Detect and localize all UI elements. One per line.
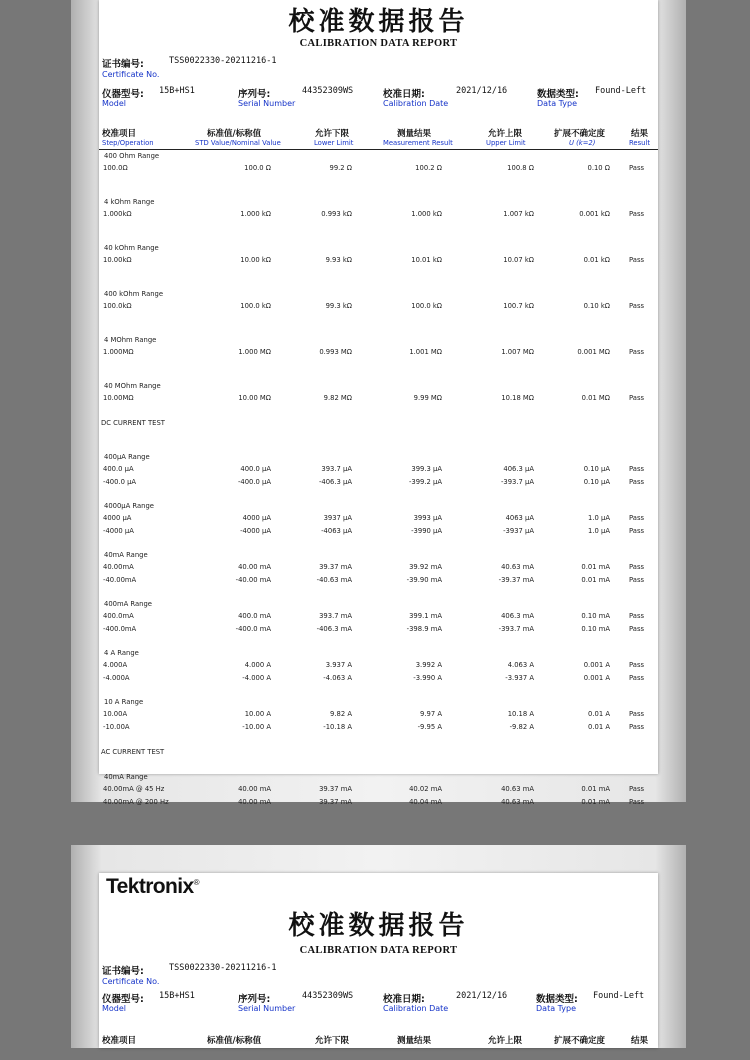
table-row [99, 672, 658, 685]
row-spacer [99, 636, 658, 647]
table-row [99, 525, 658, 538]
report-page-2-frame [71, 845, 686, 1048]
serial-label: 序列号: [238, 89, 271, 100]
uncertainty-cell: 0.10 mA [581, 625, 610, 633]
section-heading [99, 417, 658, 430]
uncertainty-cell: 0.10 μA [583, 478, 610, 486]
std-value-cell: 100.0 kΩ [240, 302, 271, 310]
std-value-cell: 40.00 mA [238, 785, 271, 793]
lower-limit-cell: -4.063 A [323, 674, 352, 682]
result-cell: Pass [629, 710, 645, 718]
lower-limit-cell: -406.3 mA [316, 625, 352, 633]
logo-registered-mark: ® [193, 878, 199, 887]
row-spacer [99, 489, 658, 500]
step-cell: 10.00A [103, 710, 128, 718]
uncertainty-cell: 0.01 mA [581, 798, 610, 806]
serial-label-en: Serial Number [238, 99, 296, 108]
lower-limit-cell: -10.18 A [323, 723, 352, 731]
row-spacer [99, 734, 658, 746]
upper-limit-cell: 1.007 kΩ [503, 210, 534, 218]
measurement-cell: 40.04 mA [409, 798, 442, 806]
uncertainty-cell: 0.01 mA [581, 576, 610, 584]
uncertainty-cell: 0.10 mA [581, 612, 610, 620]
range-heading [99, 150, 658, 162]
table-row [99, 300, 658, 313]
row-spacer [99, 538, 658, 549]
range-label: 40 MOhm Range [104, 382, 161, 390]
lower-limit-cell: -4063 μA [321, 527, 352, 535]
section-label: AC CURRENT TEST [101, 748, 165, 756]
col-upper-en: Upper Limit [486, 139, 526, 147]
lower-limit-cell: 9.93 kΩ [325, 256, 352, 264]
uncertainty-cell: 0.01 mA [581, 785, 610, 793]
step-cell: 100.0kΩ [103, 302, 132, 310]
report-sheet [99, 0, 658, 806]
table-row [99, 561, 658, 574]
table-row [99, 346, 658, 359]
step-cell: 4.000A [103, 661, 128, 669]
measurement-cell: 1.001 MΩ [409, 348, 442, 356]
std-value-cell: 1.000 kΩ [240, 210, 271, 218]
report-page-1-frame [71, 0, 686, 806]
upper-limit-cell: 406.3 mA [501, 612, 534, 620]
lower-limit-cell: 39.37 mA [319, 563, 352, 571]
measurement-cell: 9.99 MΩ [413, 394, 442, 402]
col-meas-2: 测量结果 [397, 1036, 432, 1046]
table-row [99, 574, 658, 587]
table-row [99, 392, 658, 405]
measurement-cell: 3993 μA [413, 514, 442, 522]
col-step: 校准项目 [102, 129, 137, 139]
table-row [99, 254, 658, 267]
step-cell: 100.0Ω [103, 164, 128, 172]
type-label-en: Data Type [537, 99, 578, 108]
result-cell: Pass [629, 576, 645, 584]
table-row [99, 783, 658, 796]
range-heading [99, 771, 658, 783]
result-cell: Pass [629, 527, 645, 535]
type-label-2: 数据类型: [536, 994, 578, 1005]
uncertainty-cell: 0.001 MΩ [577, 348, 610, 356]
lower-limit-cell: -40.63 mA [316, 576, 352, 584]
uncertainty-cell: 0.01 A [588, 723, 610, 731]
row-spacer [99, 313, 658, 334]
step-cell: -400.0 μA [103, 478, 137, 486]
uncertainty-cell: 0.001 kΩ [579, 210, 610, 218]
step-cell: 400.0 μA [103, 465, 134, 473]
table-row [99, 708, 658, 721]
step-cell: 400.0mA [103, 612, 134, 620]
range-heading [99, 451, 658, 463]
lower-limit-cell: 0.993 MΩ [319, 348, 352, 356]
serial-label-en-2: Serial Number [238, 1004, 296, 1013]
uncertainty-cell: 0.01 mA [581, 563, 610, 571]
upper-limit-cell: 4063 μA [505, 514, 534, 522]
lower-limit-cell: 39.37 mA [319, 785, 352, 793]
measurement-cell: -9.95 A [417, 723, 442, 731]
uncertainty-cell: 0.10 Ω [587, 164, 610, 172]
measurement-cell: -3.990 A [413, 674, 442, 682]
result-cell: Pass [629, 785, 645, 793]
lower-limit-cell: 3.937 A [325, 661, 352, 669]
tektronix-logo [106, 875, 199, 899]
std-value-cell: 10.00 MΩ [238, 394, 271, 402]
result-cell: Pass [629, 612, 645, 620]
result-cell: Pass [629, 661, 645, 669]
lower-limit-cell: 393.7 mA [319, 612, 352, 620]
table-row [99, 721, 658, 734]
col-unc-2: 扩展不确定度 [554, 1036, 606, 1046]
row-spacer [99, 430, 658, 451]
table-row [99, 463, 658, 476]
cert-number-2: TSS0022330-20211216-1 [169, 963, 277, 973]
uncertainty-cell: 0.10 μA [583, 465, 610, 473]
std-value-cell: -10.00 A [242, 723, 271, 731]
measurement-cell: 9.97 A [420, 710, 442, 718]
std-value-cell: 10.00 A [244, 710, 271, 718]
range-label: 4 A Range [104, 649, 139, 657]
std-value-cell: -40.00 mA [235, 576, 271, 584]
type-value: Found-Left [595, 86, 647, 96]
lower-limit-cell: 0.993 kΩ [321, 210, 352, 218]
result-cell: Pass [629, 394, 645, 402]
uncertainty-cell: 0.01 MΩ [581, 394, 610, 402]
result-cell: Pass [629, 563, 645, 571]
col-result-2: 结果 [631, 1036, 649, 1046]
std-value-cell: 400.0 μA [240, 465, 271, 473]
report-title-en: CALIBRATION DATA REPORT [299, 38, 458, 49]
range-heading [99, 696, 658, 708]
col-step-en: Step/Operation [102, 139, 154, 147]
measurement-cell: 40.02 mA [409, 785, 442, 793]
step-cell: 1.000kΩ [103, 210, 132, 218]
uncertainty-cell: 0.10 kΩ [583, 302, 610, 310]
table-row [99, 476, 658, 489]
report-sheet-2 [99, 873, 658, 1048]
table-row [99, 659, 658, 672]
uncertainty-cell: 0.001 A [583, 674, 610, 682]
range-label: 40 kOhm Range [104, 244, 159, 252]
range-heading [99, 380, 658, 392]
type-label-en-2: Data Type [536, 1004, 577, 1013]
range-heading [99, 647, 658, 659]
step-cell: 40.00mA @ 45 Hz [103, 785, 165, 793]
measurement-cell: -39.90 mA [406, 576, 442, 584]
uncertainty-cell: 0.001 A [583, 661, 610, 669]
lower-limit-cell: 99.3 kΩ [325, 302, 352, 310]
upper-limit-cell: 40.63 mA [501, 798, 534, 806]
upper-limit-cell: 4.063 A [507, 661, 534, 669]
range-heading [99, 242, 658, 254]
measurement-cell: 399.3 μA [411, 465, 442, 473]
range-heading [99, 549, 658, 561]
step-cell: -40.00mA [103, 576, 137, 584]
std-value-cell: -4.000 A [242, 674, 271, 682]
section-heading [99, 746, 658, 759]
row-spacer [99, 359, 658, 380]
step-cell: 1.000MΩ [103, 348, 134, 356]
lower-limit-cell: 99.2 Ω [329, 164, 352, 172]
upper-limit-cell: -393.7 μA [500, 478, 534, 486]
std-value-cell: -400.0 mA [235, 625, 271, 633]
upper-limit-cell: 100.8 Ω [507, 164, 534, 172]
lower-limit-cell: -406.3 μA [318, 478, 352, 486]
std-value-cell: 40.00 mA [238, 563, 271, 571]
step-cell: 4000 μA [103, 514, 132, 522]
calibration-table-body [99, 150, 658, 809]
range-heading [99, 500, 658, 512]
std-value-cell: 4000 μA [242, 514, 271, 522]
result-cell: Pass [629, 798, 645, 806]
cert-label-2: 证书编号: [102, 966, 144, 977]
col-unc: 扩展不确定度 [554, 129, 606, 139]
model-value-2: 15B+HS1 [159, 991, 195, 1001]
lower-limit-cell: 393.7 μA [321, 465, 352, 473]
type-label: 数据类型: [537, 89, 579, 100]
col-meas: 测量结果 [397, 129, 432, 139]
model-label-en: Model [102, 99, 127, 108]
row-spacer [99, 267, 658, 288]
report-title-zh-2: 校准数据报告 [288, 911, 469, 941]
range-heading [99, 196, 658, 208]
range-label: 400mA Range [104, 600, 152, 608]
col-upper-2: 允许上限 [488, 1036, 523, 1046]
measurement-cell: 100.2 Ω [415, 164, 442, 172]
range-label: 40mA Range [104, 773, 148, 781]
col-std: 标准值/标称值 [207, 129, 262, 139]
date-value-2: 2021/12/16 [456, 991, 508, 1001]
std-value-cell: 100.0 Ω [244, 164, 271, 172]
upper-limit-cell: 406.3 μA [503, 465, 534, 473]
result-cell: Pass [629, 164, 645, 172]
model-label: 仪器型号: [102, 89, 144, 100]
std-value-cell: -400.0 μA [237, 478, 271, 486]
std-value-cell: 40.00 mA [238, 798, 271, 806]
col-unc-en: U (k=2) [569, 139, 596, 147]
upper-limit-cell: -393.7 mA [498, 625, 534, 633]
upper-limit-cell: 40.63 mA [501, 563, 534, 571]
range-heading [99, 288, 658, 300]
lower-limit-cell: 39.37 mA [319, 798, 352, 806]
result-cell: Pass [629, 302, 645, 310]
result-cell: Pass [629, 674, 645, 682]
row-spacer [99, 405, 658, 417]
lower-limit-cell: 3937 μA [323, 514, 352, 522]
measurement-cell: -3990 μA [411, 527, 442, 535]
serial-value-2: 44352309WS [302, 991, 354, 1001]
row-spacer [99, 759, 658, 771]
date-value: 2021/12/16 [456, 86, 508, 96]
table-row [99, 796, 658, 809]
table-row [99, 208, 658, 221]
result-cell: Pass [629, 478, 645, 486]
step-cell: -400.0mA [103, 625, 137, 633]
measurement-cell: 100.0 kΩ [411, 302, 442, 310]
uncertainty-cell: 1.0 μA [588, 514, 610, 522]
table-row [99, 162, 658, 175]
model-value: 15B+HS1 [159, 86, 195, 96]
upper-limit-cell: -3937 μA [503, 527, 534, 535]
row-spacer [99, 685, 658, 696]
range-label: 4000μA Range [104, 502, 154, 510]
range-label: 400 kOhm Range [104, 290, 164, 298]
measurement-cell: -399.2 μA [408, 478, 442, 486]
model-label-2: 仪器型号: [102, 994, 144, 1005]
result-cell: Pass [629, 723, 645, 731]
col-lower-2: 允许下限 [315, 1036, 350, 1046]
cert-number: TSS0022330-20211216-1 [169, 56, 277, 66]
step-cell: 10.00MΩ [103, 394, 134, 402]
cert-label: 证书编号: [102, 59, 144, 70]
cert-label-en-2: Certificate No. [102, 977, 160, 986]
measurement-cell: 399.1 mA [409, 612, 442, 620]
col-result: 结果 [631, 129, 649, 139]
result-cell: Pass [629, 210, 645, 218]
table-row [99, 512, 658, 525]
range-label: 10 A Range [104, 698, 144, 706]
cert-label-en: Certificate No. [102, 70, 160, 79]
upper-limit-cell: -3.937 A [505, 674, 534, 682]
uncertainty-cell: 0.01 A [588, 710, 610, 718]
step-cell: 40.00mA @ 200 Hz [103, 798, 169, 806]
upper-limit-cell: 10.18 MΩ [501, 394, 534, 402]
col-meas-en: Measurement Result [383, 139, 453, 147]
range-heading [99, 598, 658, 610]
range-label: 400μA Range [104, 453, 150, 461]
upper-limit-cell: 1.007 MΩ [501, 348, 534, 356]
table-row [99, 623, 658, 636]
result-cell: Pass [629, 465, 645, 473]
model-label-en-2: Model [102, 1004, 127, 1013]
result-cell: Pass [629, 256, 645, 264]
report-title-zh: 校准数据报告 [288, 7, 469, 37]
measurement-cell: 10.01 kΩ [411, 256, 442, 264]
measurement-cell: 1.000 kΩ [411, 210, 442, 218]
section-label: DC CURRENT TEST [101, 419, 165, 427]
step-cell: -10.00A [103, 723, 130, 731]
col-std-2: 标准值/标称值 [207, 1036, 262, 1046]
range-label: 4 MOhm Range [104, 336, 157, 344]
date-label-2: 校准日期: [383, 994, 425, 1005]
result-cell: Pass [629, 514, 645, 522]
upper-limit-cell: 10.07 kΩ [503, 256, 534, 264]
range-label: 400 Ohm Range [104, 152, 160, 160]
date-label: 校准日期: [383, 89, 425, 100]
date-label-en: Calibration Date [383, 99, 449, 108]
col-lower: 允许下限 [315, 129, 350, 139]
step-cell: 10.00kΩ [103, 256, 132, 264]
measurement-cell: 39.92 mA [409, 563, 442, 571]
row-spacer [99, 175, 658, 196]
measurement-cell: -398.9 mA [406, 625, 442, 633]
std-value-cell: 1.000 MΩ [238, 348, 271, 356]
col-upper: 允许上限 [488, 129, 523, 139]
upper-limit-cell: -9.82 A [509, 723, 534, 731]
uncertainty-cell: 0.01 kΩ [583, 256, 610, 264]
step-cell: -4000 μA [103, 527, 134, 535]
serial-label-2: 序列号: [238, 994, 271, 1005]
serial-value: 44352309WS [302, 86, 354, 96]
upper-limit-cell: 40.63 mA [501, 785, 534, 793]
measurement-cell: 3.992 A [415, 661, 442, 669]
col-result-en: Result [629, 139, 651, 147]
std-value-cell: 10.00 kΩ [240, 256, 271, 264]
lower-limit-cell: 9.82 A [330, 710, 352, 718]
step-cell: 40.00mA [103, 563, 134, 571]
std-value-cell: 400.0 mA [238, 612, 271, 620]
upper-limit-cell: 10.18 A [507, 710, 534, 718]
uncertainty-cell: 1.0 μA [588, 527, 610, 535]
step-cell: -4.000A [103, 674, 130, 682]
logo-brand: Tektronix [106, 875, 194, 898]
col-step-2: 校准项目 [102, 1036, 137, 1046]
date-label-en-2: Calibration Date [383, 1004, 449, 1013]
std-value-cell: 4.000 A [244, 661, 271, 669]
col-lower-en: Lower Limit [314, 139, 354, 147]
range-label: 4 kOhm Range [104, 198, 155, 206]
range-heading [99, 334, 658, 346]
type-value-2: Found-Left [593, 991, 645, 1001]
row-spacer [99, 221, 658, 242]
report-title-en-2: CALIBRATION DATA REPORT [299, 945, 458, 956]
row-spacer [99, 587, 658, 598]
std-value-cell: -4000 μA [240, 527, 271, 535]
upper-limit-cell: -39.37 mA [498, 576, 534, 584]
table-header-2 [99, 1034, 658, 1060]
col-std-en: STD Value/Nominal Value [195, 139, 281, 147]
result-cell: Pass [629, 625, 645, 633]
lower-limit-cell: 9.82 MΩ [323, 394, 352, 402]
range-label: 40mA Range [104, 551, 148, 559]
result-cell: Pass [629, 348, 645, 356]
table-row [99, 610, 658, 623]
upper-limit-cell: 100.7 kΩ [503, 302, 534, 310]
